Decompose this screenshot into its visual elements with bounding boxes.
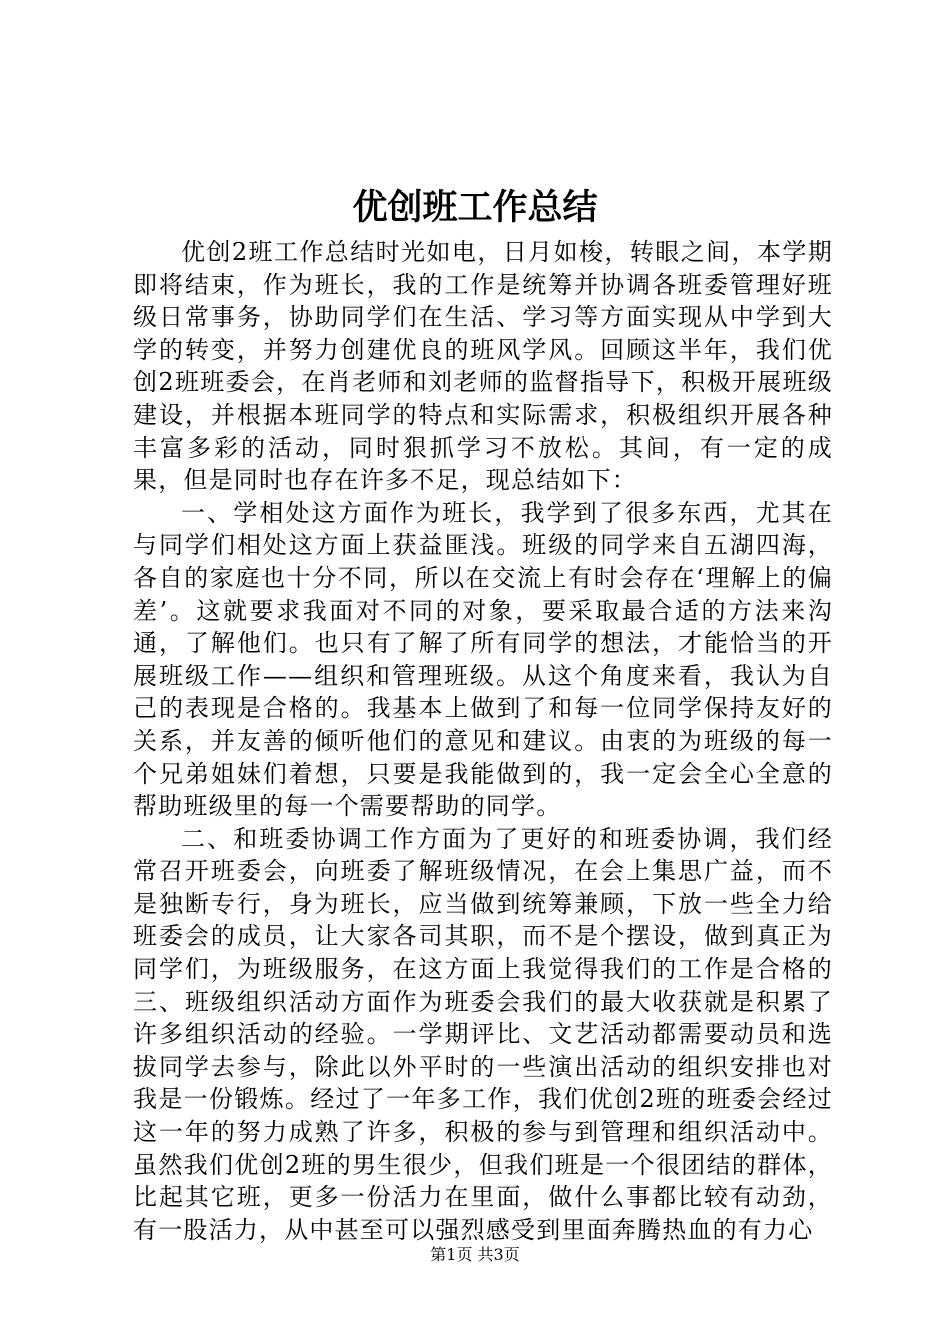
paragraph-section-two: 二、和班委协调工作方面为了更好的和班委协调，我们经常召开班委会，向班委了解班级情况，在会上集思广益，而不是独断专行，身为班长，应当做到统筹兼顾，下放一些全力给班委会的成员，让大家各司其职，而不是个摆设，做到真正为同学们，为班级服务，在这方面上我觉得我们的工作是合格的三、班级组织活动方面作为班委会我们的最大收获就是积累了许多组织活动的经验。一学期评比、文艺活动都需要动员和选拔同学去参与，除此以外平时的一些演出活动的组织安排也对我是一份锻炼。经过了一年多工作，我们优创2班的班委会经过这一年的努力成熟了许多，积极的参与到管理和组织活动中。虽然我们优创2班的男生很少，但我们班是一个很团结的群体，比起其它班，更多一份活力在里面，做什么事都比较有动劲，有一股活力，从中甚至可以强烈感受到里面奔腾热血的有力心: [133, 824, 833, 1244]
document-title: 优创班工作总结: [352, 187, 598, 228]
document-body: [133, 236, 833, 1246]
paragraph-section-one: 一、学相处这方面作为班长，我学到了很多东西，尤其在与同学们相处这方面上获益匪浅。班级的同学来自五湖四海，各自的家庭也十分不同，所以在交流上有时会存在‘理解上的偏差’。这就要求我面对不同的对象，要采取最合适的方法来沟通，了解他们。也只有了解了所有同学的想法，才能恰当的开展班级工作——组织和管理班级。从这个角度来看，我认为自己的表现是合格的。我基本上做到了和每一位同学保持友好的关系，并友善的倾听他们的意见和建议。由衷的为班级的每一个兄弟姐妹们着想，只要是我能做到的，我一定会全心全意的帮助班级里的每一个需要帮助的同学。: [133, 498, 833, 821]
paragraph-intro: 优创2班工作总结时光如电，日月如梭，转眼之间，本学期即将结束，作为班长，我的工作是统筹并协调各班委管理好班级日常事务，协助同学们在生活、学习等方面实现从中学到大学的转变，并努力创建优良的班风学风。回顾这半年，我们优创2班班委会，在肖老师和刘老师的监督指导下，积极开展班级建设，并根据本班同学的特点和实际需求，积极组织开展各种丰富多彩的活动，同时狠抓学习不放松。其间，有一定的成果，但是同时也存在许多不足，现总结如下：: [133, 238, 833, 495]
page-number-footer: 第1页 共3页: [430, 1245, 520, 1264]
